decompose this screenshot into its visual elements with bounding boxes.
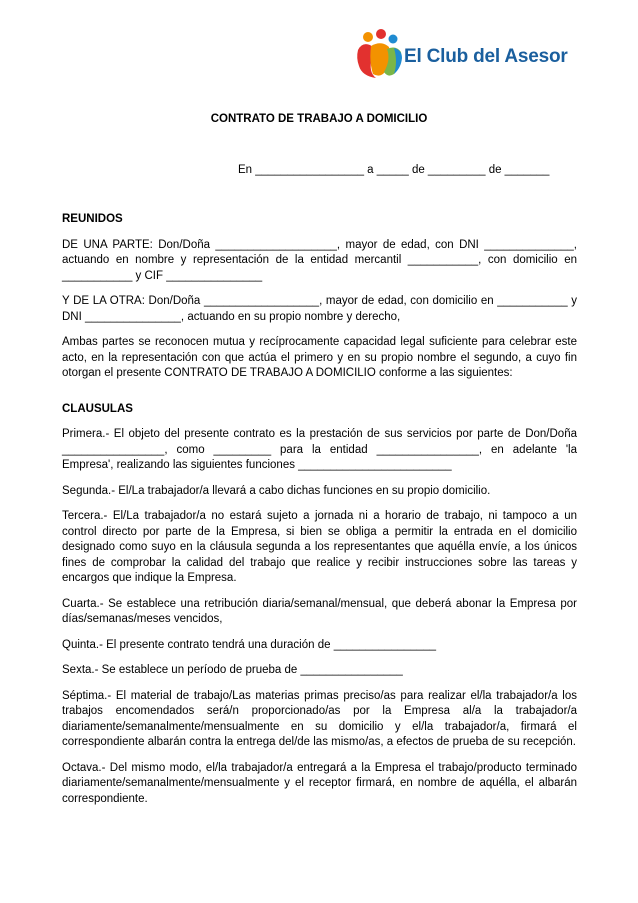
clause-primera: Primera.- El objeto del presente contrato es la prestación de sus servicios por parte de Don/Doña ________________, como _________ para la entidad ________________, en adelante 'la Empresa', realizando las siguientes funciones ________________________ [62,428,577,471]
paragraph-una-parte: DE UNA PARTE: Don/Doña ___________________, mayor de edad, con DNI ______________, actuando en nombre y representación de la entidad mercantil ___________, con domicilio en ___________ y CIF _______________ [62,238,577,282]
people-logo-icon [354,28,406,80]
clause-segunda: Segunda.- El/La trabajador/a llevará a cabo dichas funciones en su propio domicilio. [62,484,491,497]
clause-cuarta: Cuarta.- Se establece una retribución diaria/semanal/mensual, que deberá abonar la Empresa por días/semanas/meses vencidos, [62,597,577,625]
place-date-line: En _________________ a _____ de _________ de _______ [238,164,550,176]
document-title: CONTRATO DE TRABAJO A DOMICILIO [210,113,428,125]
clause-tercera: Tercera.- El/La trabajador/a no estará sujeto a jornada ni a horario de trabajo, ni tampoco a un control directo por parte de la Empresa, si bien se obliga a permitir la entrada en el domicilio designado como suyo en la cláusula segunda a los representantes que aquélla envíe, a los únicos fines de comprobar la calidad del trabajo que realice y recibir instrucciones sobre las tareas y encargos que indique la Empresa. [62,510,577,584]
logo-text: El Club del Asesor [404,46,568,67]
clause-octava: Octava.- Del mismo modo, el/la trabajador/a entregará a la Empresa el trabajo/producto terminado diariamente/semanalmente/mensualmente y el receptor firmará, en nombre de aquélla, el albarán correspondiente. [62,761,577,805]
clause-septima: Séptima.- El material de trabajo/Las materias primas preciso/as para realizar el/la trabajador/a los trabajos encomendados será/n proporcionado/as por la Empresa al/a la trabajador/a diariamente/semanalmente/mensualmente en su domicilio y el/la trabajador/a, firmará el correspondiente albarán contra la entrega del/de las mismo/as, a efectos de prueba de su recepción. [62,689,577,748]
clause-quinta: Quinta.- El presente contrato tendrá una duración de ________________ [62,638,437,651]
paragraph-ambas-partes: Ambas partes se reconocen mutua y recíprocamente capacidad legal suficiente para celebrar este acto, en la representación con que actúa el primero y en su propio nombre el segundo, a cuyo fin otorgan el presente CONTRATO DE TRABAJO A DOMICILIO conforme a las siguientes: [62,336,577,379]
section-heading-reunidos: REUNIDOS [62,213,123,225]
section-heading-clausulas: CLAUSULAS [62,402,133,415]
paragraph-otra-parte: Y DE LA OTRA: Don/Doña __________________, mayor de edad, con domicilio en ___________ y DNI _______________, actuando en su propio nombre y derecho, [62,295,577,323]
club-del-asesor-logo [354,28,584,84]
clause-sexta: Sexta.- Se establece un período de prueba de ________________ [62,664,403,676]
document-body [62,212,577,817]
